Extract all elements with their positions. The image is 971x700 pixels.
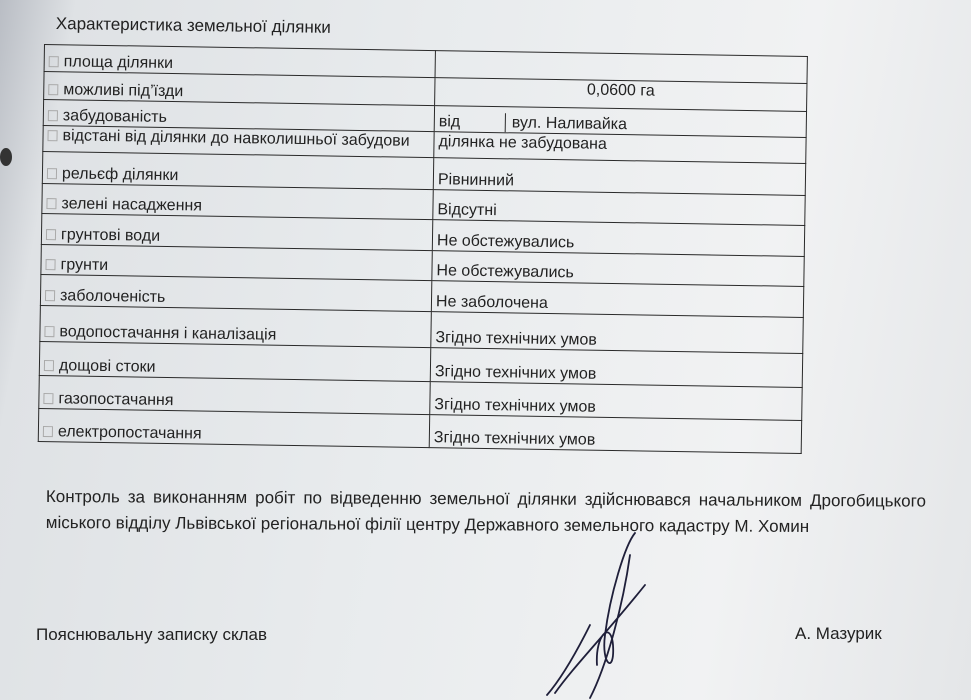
access-street: вул. Наливайка [511, 114, 628, 134]
row-label: водопостачання і каналізація [40, 305, 432, 347]
row-label: електропостачання [38, 408, 429, 447]
signer-name: А. Мазурик [795, 624, 882, 643]
checkbox-icon [44, 360, 54, 371]
document-title: Характеристика земельної ділянки [55, 14, 331, 37]
checkbox-icon [44, 326, 54, 337]
row-value: Не обстежувались [432, 220, 804, 257]
row-label: відстані від ділянки до навколишньої забудови [43, 125, 434, 157]
row-label: заболоченість [40, 274, 431, 311]
row-label: зелені насадження [42, 183, 433, 219]
row-value: Не заболочена [431, 281, 803, 318]
row-value: ділянка не забудована [434, 132, 806, 164]
row-value: Відсутні [433, 190, 805, 226]
area-value: 0,0600 га [435, 78, 807, 112]
row-label: грунтові води [41, 213, 432, 250]
row-value: Не обстежувались [432, 251, 804, 287]
composed-by-label: Пояснювальну записку склав [36, 625, 268, 644]
checkbox-icon [48, 84, 58, 95]
checkbox-icon [47, 130, 57, 141]
control-note: Контроль за виконанням робіт по відведенню земельної ділянки здійснювався начальником Дрогобицького міського відділу Львівської регіональної філії центру Державного земельного кадастру М. Хомин [45, 486, 926, 536]
checkbox-icon [45, 259, 55, 270]
access-from: від [435, 112, 506, 132]
checkbox-icon [46, 229, 56, 240]
row-value: Згідно технічних умов [430, 348, 802, 388]
checkbox-icon [45, 290, 55, 301]
checkbox-icon [43, 393, 53, 404]
row-label: площа ділянки [44, 45, 435, 78]
row-value: Згідно технічних умов [429, 415, 801, 454]
handwritten-signature [535, 515, 655, 700]
row-label: дощові стоки [39, 341, 430, 381]
row-label: забудованість [43, 100, 434, 132]
row-label: грунти [41, 244, 432, 280]
land-characteristics-table [38, 44, 808, 454]
row-value: Згідно технічних умов [430, 382, 802, 421]
row-label: можливі під’їзди [44, 72, 435, 106]
row-value: Рівнинний [433, 158, 805, 196]
row-label: газопостачання [39, 375, 430, 414]
binder-hole [0, 148, 12, 166]
checkbox-icon [46, 198, 56, 209]
checkbox-icon [49, 56, 59, 67]
checkbox-icon [47, 168, 57, 179]
checkbox-icon [43, 426, 53, 437]
row-label: рельєф ділянки [42, 151, 433, 189]
checkbox-icon [48, 110, 58, 121]
row-value: Згідно технічних умов [431, 312, 804, 354]
